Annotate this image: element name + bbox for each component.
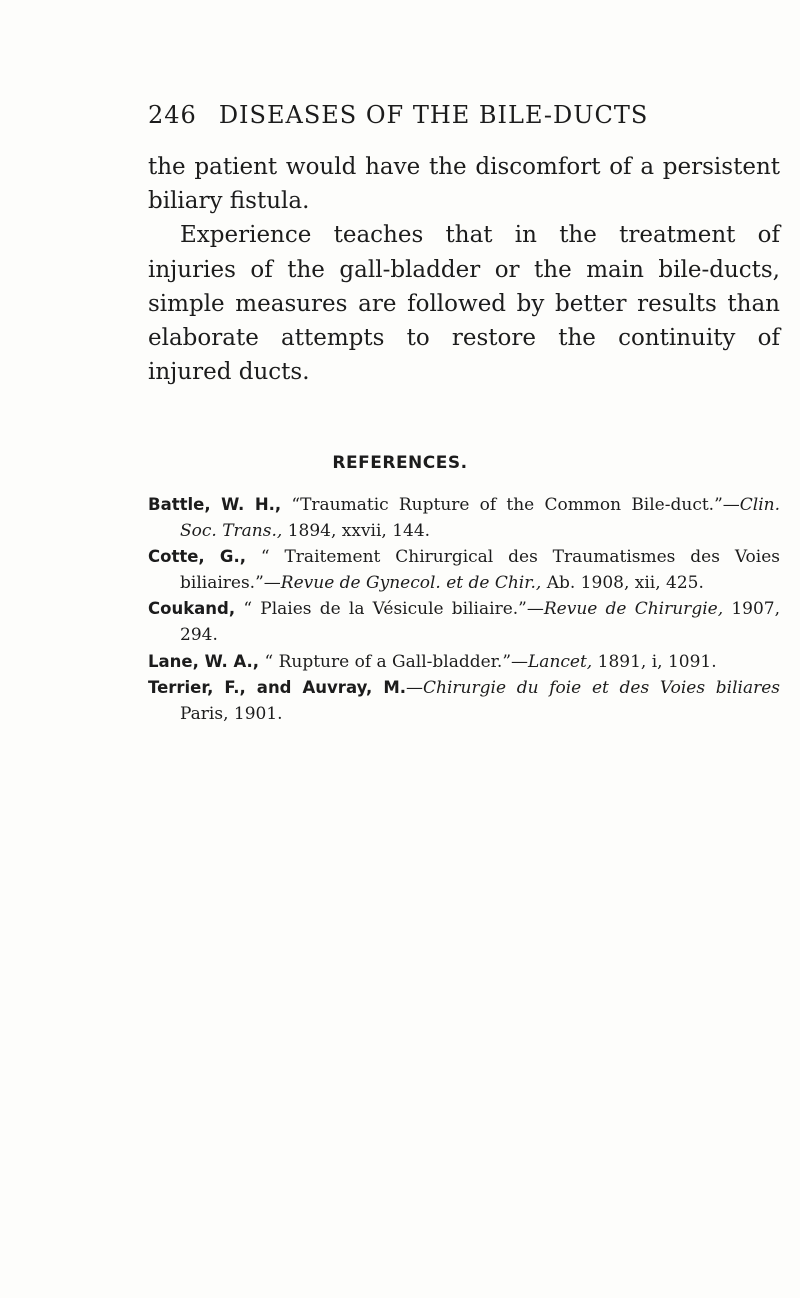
paragraph-2: Experience teaches that in the treatment of injuries of the gall-bladder or the main bile-ducts, simple measures are followed by better results than elaborate attempts to restore the continuity of injured ducts. [148,222,780,386]
reference-details: 1891, i, 1091. [592,651,717,672]
reference-source: Chirurgie du foie et des Voies biliares [423,678,780,699]
reference-author: Cotte, G., [148,547,246,567]
running-title: DISEASES OF THE BILE-DUCTS [218,101,649,129]
reference-details: Ab. 1908, xii, 425. [541,572,704,593]
reference-author: Lane, W. A., [148,651,260,671]
page-number: 246 [148,101,197,129]
reference-item [148,544,780,596]
reference-source: Revue de Chirurgie, [543,599,724,620]
reference-details: Paris, 1901. [180,703,283,724]
references-list [148,492,780,727]
reference-author: Battle, W. H., [148,495,282,514]
reference-item [148,596,780,648]
reference-author: Coukand, [148,599,236,619]
references-heading: REFERENCES. [332,453,468,473]
reference-source: Lancet, [528,651,593,672]
reference-title: — [406,678,424,699]
running-header [148,101,648,129]
reference-item [148,649,780,676]
reference-source: Revue de Gynecol. et de Chir., [280,572,542,593]
reference-title: “ Plaies de la Vésicule biliaire.”— [235,599,544,620]
reference-item [148,492,780,544]
reference-item [148,675,780,727]
reference-title: “ Traitement Chirurgical des Traumatismes des Voies biliaires.”— [180,547,781,593]
paragraph-1: the patient would have the discomfort of a persistent biliary fistula. [148,154,780,215]
reference-title: “ Rupture of a Gall-bladder.”— [259,651,529,672]
reference-title: “Traumatic Rupture of the Common Bile-duct.”— [281,495,740,515]
reference-details: 1907, 294. [180,599,780,645]
reference-details: 1894, xxvii, 144. [282,520,431,541]
body-text [148,150,780,389]
reference-author: Terrier, F., and Auvray, M. [148,678,407,698]
reference-source: Clin. Soc. Trans., [180,495,781,541]
